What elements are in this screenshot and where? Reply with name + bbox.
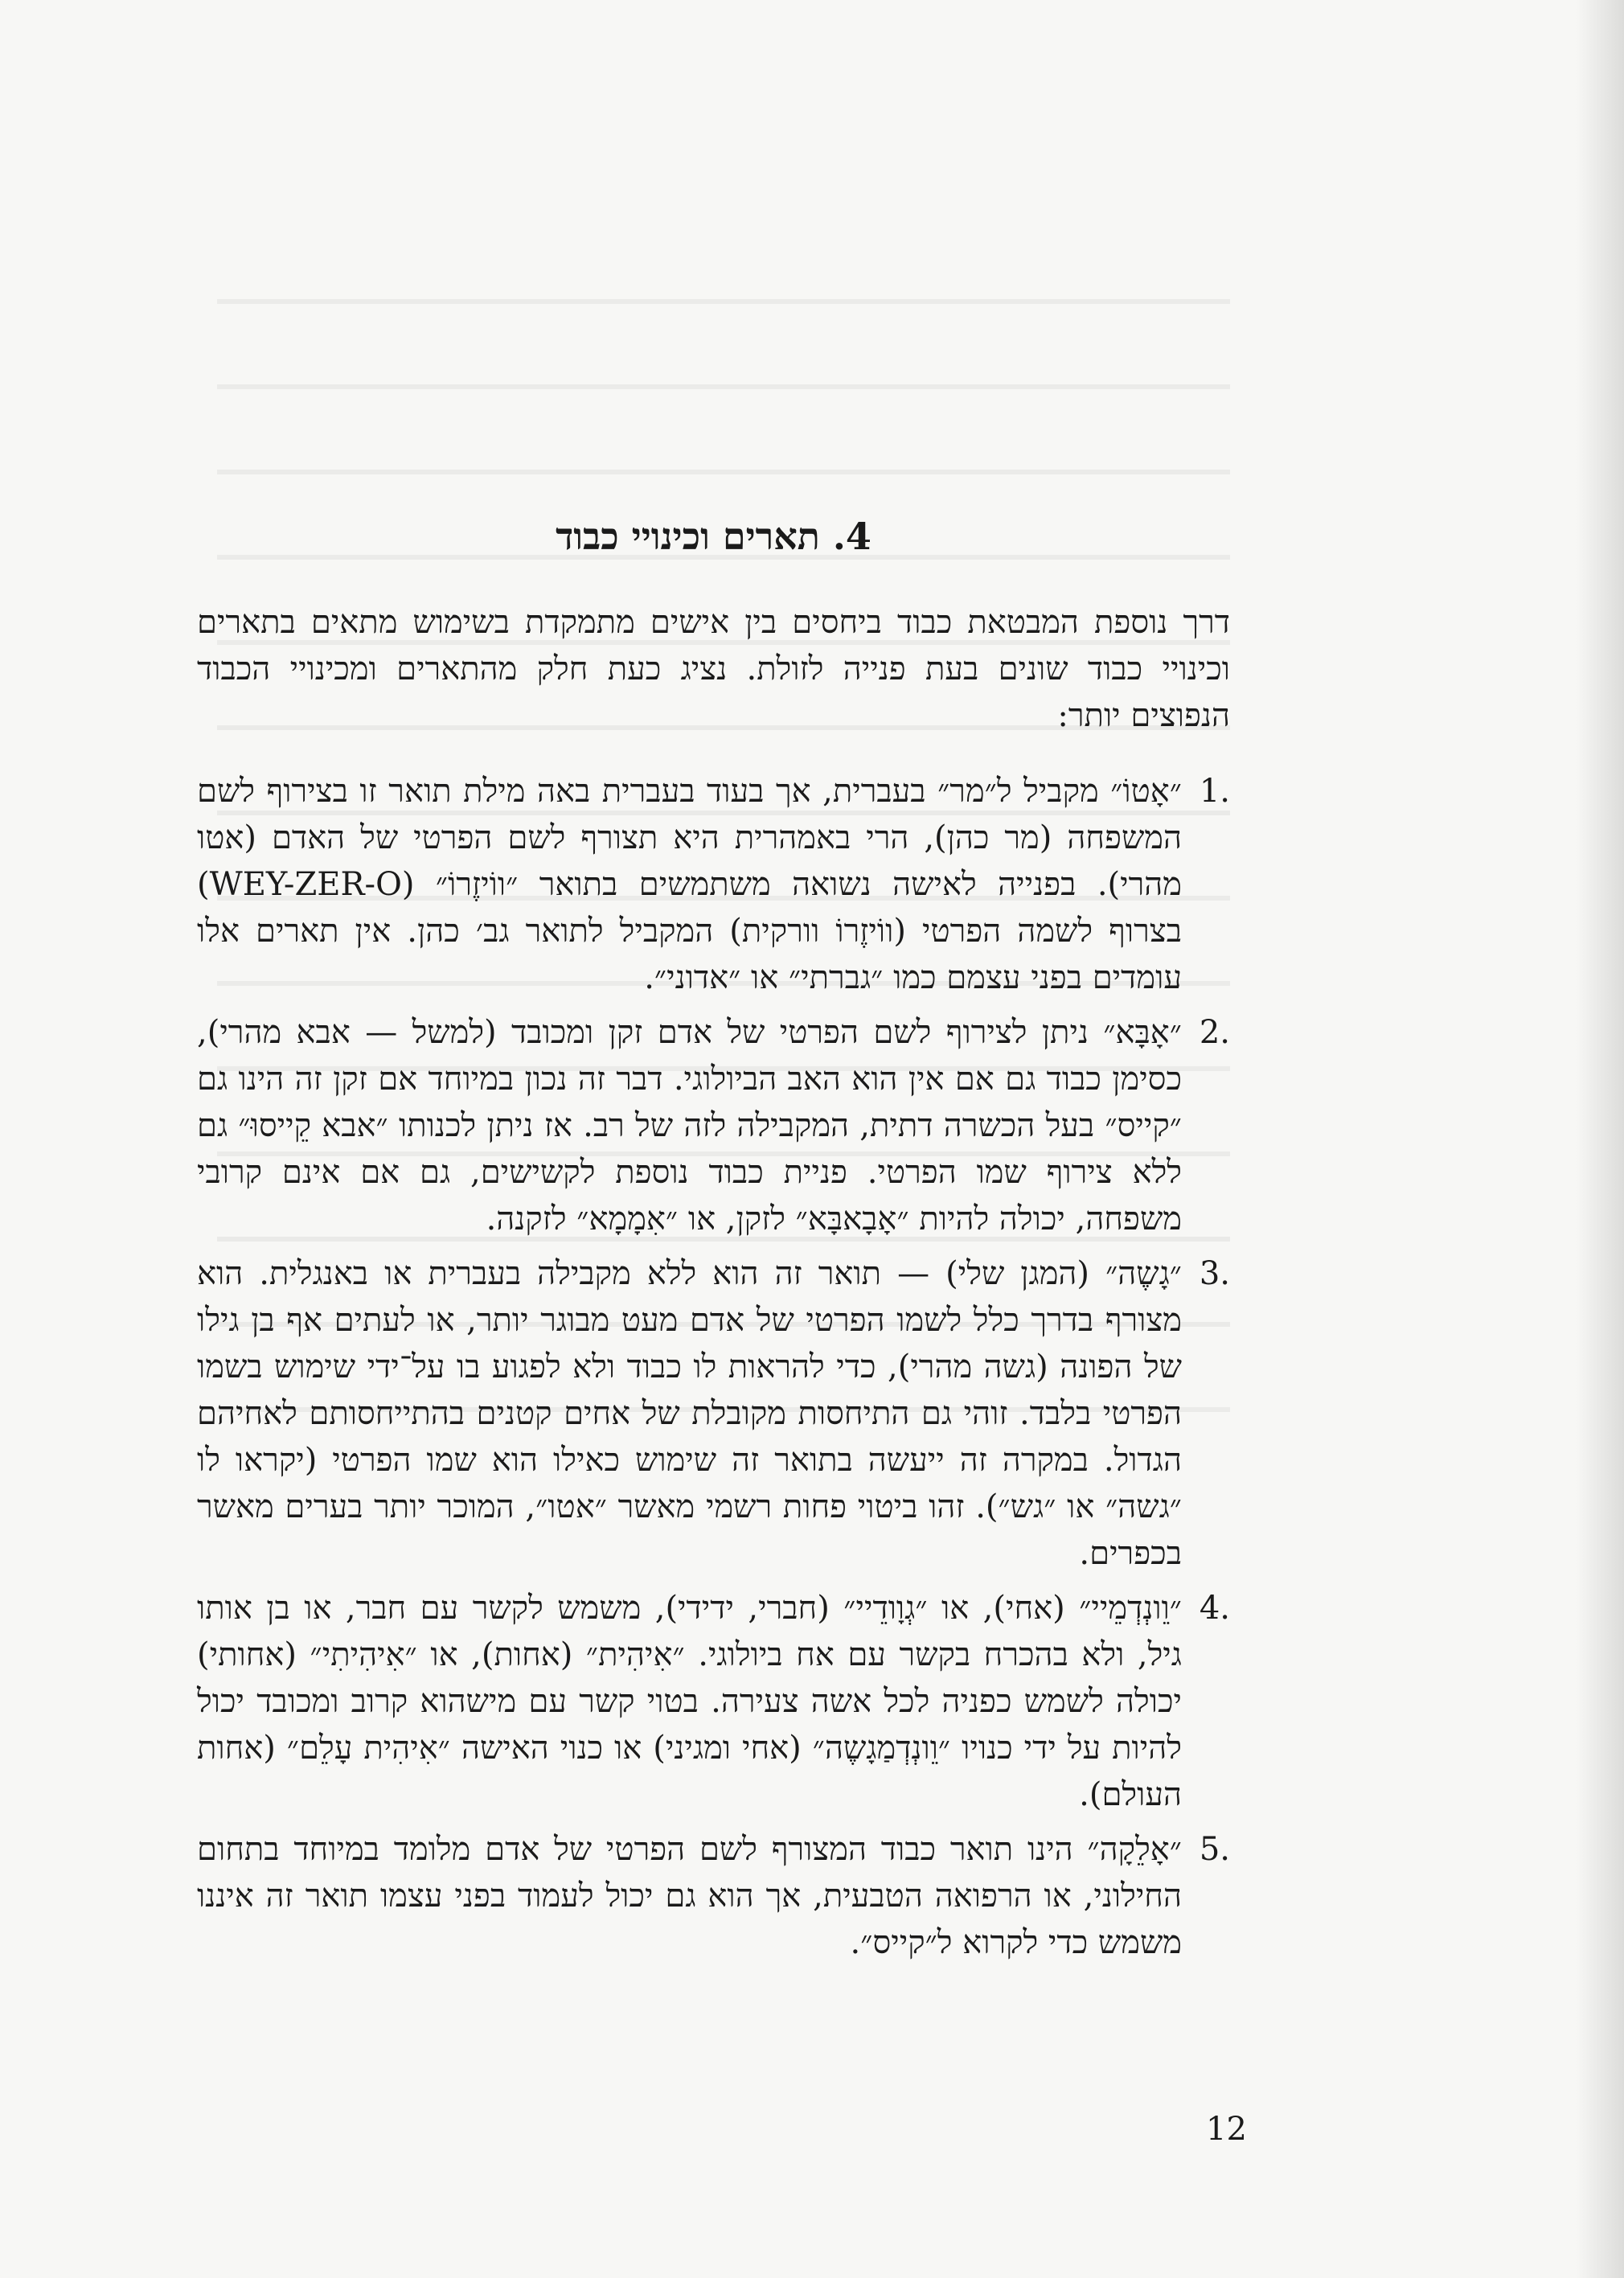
list-item [197,1585,1230,1818]
intro-paragraph: דרך נוספת המבטאת כבוד ביחסים בין אישים מתמקדת בשימוש מתאים בתארים וכינויי כבוד שונים בעת פנייה לזולת. נציג כעת חלק מהתארים ומכינויי הכבוד הנפוצים יותר: [197,604,1230,735]
list-item-number: .5 [1199,1831,1230,1869]
page-edge [1576,0,1624,2278]
list-item [197,768,1230,1001]
section-title: 4. תארים וכינויי כבוד [556,515,871,558]
list-item-text: ״אָלֵקָה״ הינו תואר כבוד המצורף לשם הפרטי של אדם מלומד במיוחד בתחום החילוני, או הרפואה הטבעית, אך הוא גם יכול לעמוד בפני עצמו תואר זה איננו משמש כדי לקרוא ל״קייס״. [197,1831,1182,1962]
page-content [197,515,1230,1974]
list-item [197,1826,1230,1966]
titles-list [197,768,1230,1966]
list-item-number: .1 [1199,773,1230,811]
list-item-text: ״גָשֶה״ (המגן שלי) — תואר זה הוא ללא מקבילה בעברית או באנגלית. הוא מצורף בדרך כלל לשמו הפרטי של אדם מעט מבוגר יותר, או לעתים אף בן גילו של הפונה (גשה מהרי), כדי להראות לו כבוד ולא לפגוע בו על־ידי שימוש בשמו הפרטי בלבד. זוהי גם התיחסות מקובלת של אחים קטנים בהתייחסותם לאחיהם הגדול. במקרה זה ייעשה בתואר זה שימוש כאילו הוא שמו הפרטי (יקראו לו ״גשה״ או ״גש״). זהו ביטוי פחות רשמי מאשר ״אטו״, המוכר יותר בערים מאשר בכפרים. [197,1255,1182,1573]
list-item-text: ״אָטוֹ״ מקביל ל״מר״ בעברית, אך בעוד בעברית באה מילת תואר זו בצירוף לשם המשפחה (מר כהן), הרי באמהרית היא תצורף לשם הפרטי של האדם (אטו מהרי). בפנייה לאישה נשואה משתמשים בתואר ״ווֹיזֶרוֹ״ (WEY-ZER-O) בצרוף לשמה הפרטי (ווֹיזֶרוֹ וורקית) המקביל לתואר גב׳ כהן. אין תארים אלו עומדים בפני עצמם כמו ״גברתי״ או ״אדוני״. [197,773,1182,997]
list-item [197,1250,1230,1577]
list-item-number: .4 [1199,1590,1230,1627]
list-item-number: .3 [1199,1255,1230,1293]
list-item [197,1009,1230,1242]
list-item-number: .2 [1199,1014,1230,1052]
list-item-text: ״וֵונְדְמֵיי״ (אחי), או ״גְוָודֵיי״ (חברי, ידידי), משמש לקשר עם חבר, או בן אותו גיל, ולא בהכרח בקשר עם אח ביולוגי. ״אִיהִית״ (אחות), או ״אִיהִיתִי״ (אחותי) יכולה לשמש כפניה לכל אשה צעירה. בטוי קשר עם מישהוא קרוב ומכובד יכול להיות על ידי כנויו ״וֵונְדְמַגָשֶה״ (אחי ומגיני) או כנוי האישה ״אִיהִית עָלֵם״ (אחות העולם). [197,1590,1182,1814]
list-item-text: ״אָבָּא״ ניתן לצירוף לשם הפרטי של אדם זקן ומכובד (למשל — אבא מהרי), כסימן כבוד גם אם אין הוא האב הביולוגי. דבר זה נכון במיוחד אם זקן זה הינו גם ״קייס״ בעל הכשרה דתית, המקבילה לזה של רב. אז ניתן לכנותו ״אבא קֵייסוּ״ גם ללא צירוף שמו הפרטי. פניית כבוד נוספת לקשישים, גם אם אינם קרובי משפחה, יכולה להיות ״אָבָאבָּא״ לזקן, או ״אִמָמָא״ לזקנה. [197,1014,1182,1238]
page-number: 12 [1206,2111,1247,2148]
